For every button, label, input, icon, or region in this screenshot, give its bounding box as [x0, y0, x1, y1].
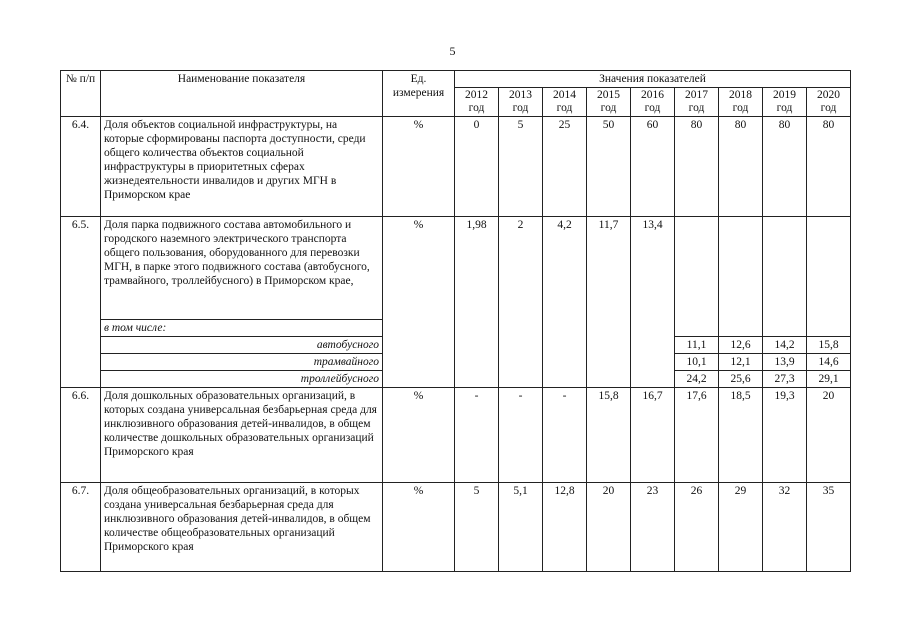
header-year: 2012 год	[455, 88, 499, 117]
value-cell: 12,1	[719, 354, 763, 371]
value-cell: 17,6	[675, 388, 719, 483]
value-cell: 11,1	[675, 337, 719, 354]
value-cell: 20	[807, 388, 851, 483]
header-year: 2015 год	[587, 88, 631, 117]
value-cell: 12,6	[719, 337, 763, 354]
value-cell: 14,6	[807, 354, 851, 371]
row-num: 6.5.	[61, 217, 101, 388]
value-cell: 12,8	[543, 483, 587, 572]
value-cell: 0	[455, 117, 499, 217]
table-row	[61, 117, 851, 217]
value-cell: 80	[719, 117, 763, 217]
header-year: 2019 год	[763, 88, 807, 117]
value-cell: 11,7	[587, 217, 631, 388]
value-cell: 29,1	[807, 371, 851, 388]
row-name: Доля объектов социальной инфраструктуры, на которые сформированы паспорта доступности, среди общего количества объектов социальной инфраструктуры в приоритетных сферах жизнедеятельности инвалидов и других МГН в Приморском крае	[101, 117, 383, 217]
subrow-label: троллейбусного	[101, 371, 383, 388]
value-cell: 50	[587, 117, 631, 217]
value-cell: 4,2	[543, 217, 587, 388]
value-cell: 80	[807, 117, 851, 217]
header-year: 2014 год	[543, 88, 587, 117]
value-cell: 5	[499, 117, 543, 217]
value-cell: 16,7	[631, 388, 675, 483]
value-cell: 5,1	[499, 483, 543, 572]
table-row	[61, 483, 851, 572]
value-cell: -	[499, 388, 543, 483]
header-year: 2017 год	[675, 88, 719, 117]
row-num: 6.7.	[61, 483, 101, 572]
value-cell: 10,1	[675, 354, 719, 371]
indicators-table	[60, 70, 851, 572]
value-cell: 35	[807, 483, 851, 572]
value-cell: -	[455, 388, 499, 483]
header-year: 2013 год	[499, 88, 543, 117]
value-cell: 26	[675, 483, 719, 572]
value-cell: 5	[455, 483, 499, 572]
page-number: 5	[449, 44, 456, 58]
value-cell: 15,8	[807, 337, 851, 354]
row-unit: %	[383, 483, 455, 572]
header-unit: Ед. измерения	[383, 71, 455, 117]
value-cell: 32	[763, 483, 807, 572]
value-cell: 60	[631, 117, 675, 217]
value-cell	[675, 217, 719, 337]
header-row	[61, 71, 851, 88]
row-num: 6.4.	[61, 117, 101, 217]
header-values-group: Значения показателей	[455, 71, 851, 88]
header-name: Наименование показателя	[101, 71, 383, 117]
table-row	[61, 217, 851, 320]
value-cell: 29	[719, 483, 763, 572]
value-cell: 18,5	[719, 388, 763, 483]
value-cell: 23	[631, 483, 675, 572]
value-cell: 15,8	[587, 388, 631, 483]
value-cell: 80	[675, 117, 719, 217]
value-cell	[763, 217, 807, 337]
row-num: 6.6.	[61, 388, 101, 483]
value-cell: 20	[587, 483, 631, 572]
row-name: Доля общеобразовательных организаций, в которых создана универсальная безбарьерная среда для инклюзивного образования детей-инвалидов, в общем количестве общеобразовательных организаций Приморского края	[101, 483, 383, 572]
value-cell: 24,2	[675, 371, 719, 388]
subrow-lead-label: в том числе:	[101, 320, 383, 337]
value-cell: 25,6	[719, 371, 763, 388]
table-row	[61, 388, 851, 483]
subrow-label: автобусного	[101, 337, 383, 354]
header-year: 2018 год	[719, 88, 763, 117]
value-cell: 2	[499, 217, 543, 388]
row-name: Доля парка подвижного состава автомобильного и городского наземного электрического транспорта общего пользования, оборудованного для перевозки МГН, в парке этого подвижного состава (автобусного, трамвайного, троллейбусного) в Приморском крае,	[101, 217, 383, 320]
header-num: № п/п	[61, 71, 101, 117]
row-name: Доля дошкольных образовательных организаций, в которых создана универсальная безбарьерная среда для инклюзивного образования детей-инвалидов, в общем количестве дошкольных образовательных организаций Приморского края	[101, 388, 383, 483]
value-cell: 13,9	[763, 354, 807, 371]
value-cell: 19,3	[763, 388, 807, 483]
row-unit: %	[383, 117, 455, 217]
value-cell: 25	[543, 117, 587, 217]
value-cell: 14,2	[763, 337, 807, 354]
header-year: 2016 год	[631, 88, 675, 117]
value-cell: 80	[763, 117, 807, 217]
value-cell	[807, 217, 851, 337]
value-cell: 1,98	[455, 217, 499, 388]
value-cell: -	[543, 388, 587, 483]
row-unit: %	[383, 388, 455, 483]
value-cell: 27,3	[763, 371, 807, 388]
value-cell	[719, 217, 763, 337]
value-cell: 13,4	[631, 217, 675, 388]
header-year: 2020 год	[807, 88, 851, 117]
row-unit: %	[383, 217, 455, 388]
subrow-label: трамвайного	[101, 354, 383, 371]
